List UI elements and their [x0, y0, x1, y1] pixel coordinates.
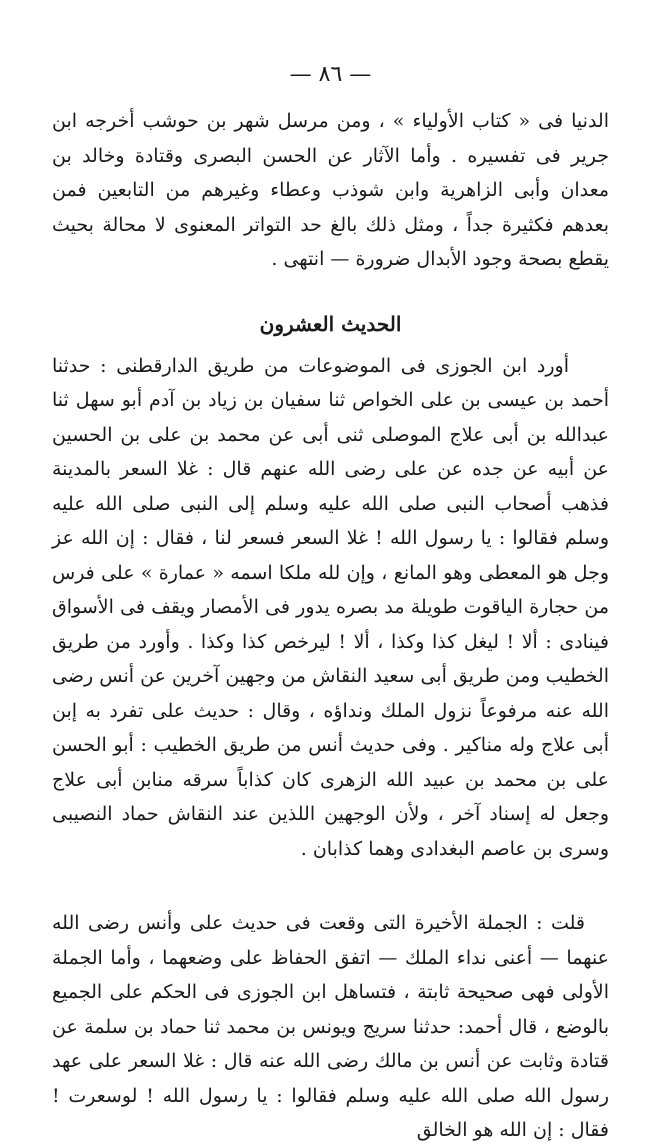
section-heading: الحديث العشرون — [259, 311, 402, 336]
paragraph-hadith: أورد ابن الجوزى فى الموضوعات من طريق الدارقطنى : حدثنا أحمد بن عيسى بن على الخواص ثنا سفيان بن زياد بن آدم أبو سهل ثنا عبدالله بن أبى علاج الموصلى ثنى أبى عن محمد بن على بن الحسين عن أبيه عن جده عن على رضى الله عنهم قال : غلا السعر بالمدينة فذهب أصحاب النبى صلى الله عليه وسلم إلى النبى صلى الله عليه وسلم فقالوا : يا رسول الله ! غلا السعر فسعر لنا ، فقال : إن الله عز وجل هو المعطى وهو المانع ، وإن لله ملكا اسمه « عمارة » على فرس من حجارة الياقوت طويلة مد بصره يدور فى الأمصار ويقف فى الأسواق فينادى : ألا ! ليغل كذا وكذا ، ألا ! ليرخص كذا وكذا . وأورد من طريق الخطيب ومن طريق أبى سعيد النقاش من وجهين آخرين عن أنس رضى الله عنه مرفوعاً نزول الملك ونداؤه ، وقال : حديث على تفرد به إبن أبى علاج وله مناكير . وفى حديث أنس من طريق الخطيب : أبو الحسن على بن محمد بن عبيد الله الزهرى كان كذاباً سرقه منابن أبى علاج وجعل له إسناد آخر ، ولأن الوجهين اللذين عند النقاش حماد النصيبى وسرى بن عاصم البغدادى وهما كذابان . — [52, 354, 609, 860]
page-number: — ٨٦ — — [289, 62, 372, 87]
paragraph-commentary: قلت : الجملة الأخيرة التى وقعت فى حديث على وأنس رضى الله عنهما — أعنى نداء الملك — اتفق الحفاظ على وضعهما ، وأما الجملة الأولى فهى صحيحة ثابتة ، فتساهل ابن الجوزى فى الحكم على الجميع بالوضع ، قال أحمد: حدثنا سريج ويونس بن محمد ثنا حماد بن سلمة عن قتادة وثابت عن أنس بن مالك رضى الله عنه قال : غلا السعر على عهد رسول الله صلى الله عليه وسلم فقالوا : يا رسول الله ! لوسعرت ! فقال : إن الله هو الخالق — [52, 912, 610, 1141]
paragraph-continuation: الدنيا فى « كتاب الأولياء » ، ومن مرسل شهر بن حوشب أخرجه ابن جرير فى تفسيره . وأما الآثار عن الحسن البصرى وقتادة وخالد بن معدان وأبى الزاهرية وابن شوذب وعطاء وغيرهم من التابعين فمن بعدهم فكثيرة جداً ، ومثل ذلك بالغ حد التواتر المعنوى لا محالة بحيث يقطع بصحة وجود الأبدال ضرورة — انتهى . — [52, 110, 609, 270]
